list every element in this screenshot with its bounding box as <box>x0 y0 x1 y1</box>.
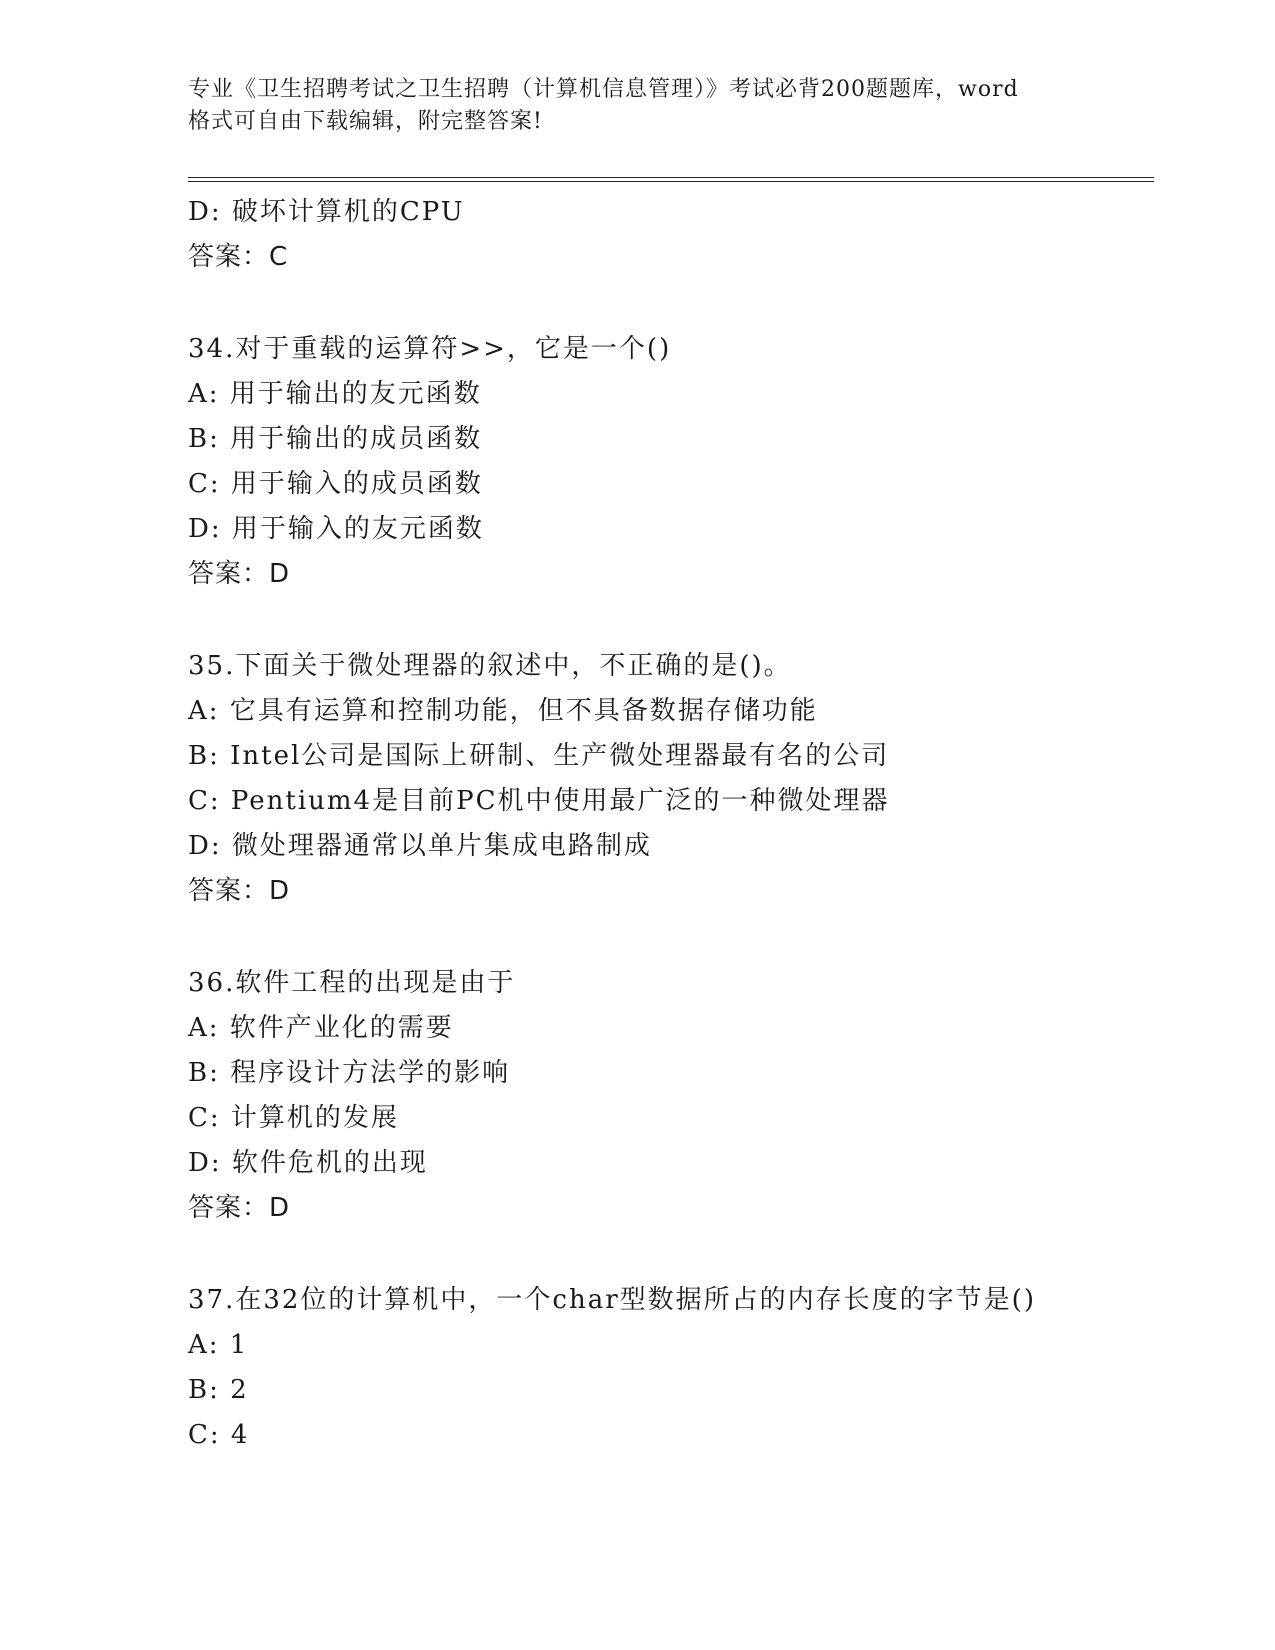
option-d: D: 用于输入的友元函数 <box>188 514 484 544</box>
option-c: C: 计算机的发展 <box>188 1103 399 1133</box>
answer-line: 答案：C <box>188 242 289 272</box>
question-stem: 36.软件工程的出现是由于 <box>188 968 516 998</box>
previous-question-tail <box>188 190 1148 280</box>
option-c: C: Pentium4是目前PC机中使用最广泛的一种微处理器 <box>188 786 890 816</box>
header-line-1: 专业《卫生招聘考试之卫生招聘（计算机信息管理）》考试必背200题题库，word <box>188 77 1019 102</box>
question-35 <box>188 644 1148 914</box>
option-d: D: 破坏计算机的CPU <box>188 197 465 227</box>
spacer <box>188 914 1148 961</box>
question-36 <box>188 961 1148 1231</box>
option-b: B: 2 <box>188 1375 249 1405</box>
question-stem: 34.对于重载的运算符>>，它是一个() <box>188 334 672 364</box>
question-list <box>188 190 1148 1458</box>
spacer <box>188 597 1148 644</box>
answer-line: 答案：D <box>188 1193 291 1223</box>
option-b: B: Intel公司是国际上研制、生产微处理器最有名的公司 <box>188 741 890 771</box>
header-divider-bottom <box>188 181 1154 182</box>
option-a: A: 它具有运算和控制功能，但不具备数据存储功能 <box>188 696 818 726</box>
option-d: D: 微处理器通常以单片集成电路制成 <box>188 831 652 861</box>
option-a: A: 1 <box>188 1330 249 1360</box>
spacer <box>188 1231 1148 1278</box>
spacer <box>188 280 1148 327</box>
question-37 <box>188 1278 1148 1458</box>
option-c: C: 用于输入的成员函数 <box>188 469 483 499</box>
answer-line: 答案：D <box>188 559 291 589</box>
question-34 <box>188 327 1148 597</box>
answer-line: 答案：D <box>188 876 291 906</box>
option-b: B: 程序设计方法学的影响 <box>188 1058 511 1088</box>
option-b: B: 用于输出的成员函数 <box>188 424 483 454</box>
option-a: A: 软件产业化的需要 <box>188 1013 454 1043</box>
header-line-2: 格式可自由下载编辑，附完整答案! <box>188 109 543 134</box>
option-c: C: 4 <box>188 1420 250 1450</box>
question-stem: 37.在32位的计算机中，一个char型数据所占的内存长度的字节是() <box>188 1285 1036 1315</box>
option-a: A: 用于输出的友元函数 <box>188 379 482 409</box>
header-divider-top <box>188 177 1154 178</box>
question-stem: 35.下面关于微处理器的叙述中，不正确的是()。 <box>188 651 792 681</box>
option-d: D: 软件危机的出现 <box>188 1148 428 1178</box>
document-header <box>188 74 1088 138</box>
